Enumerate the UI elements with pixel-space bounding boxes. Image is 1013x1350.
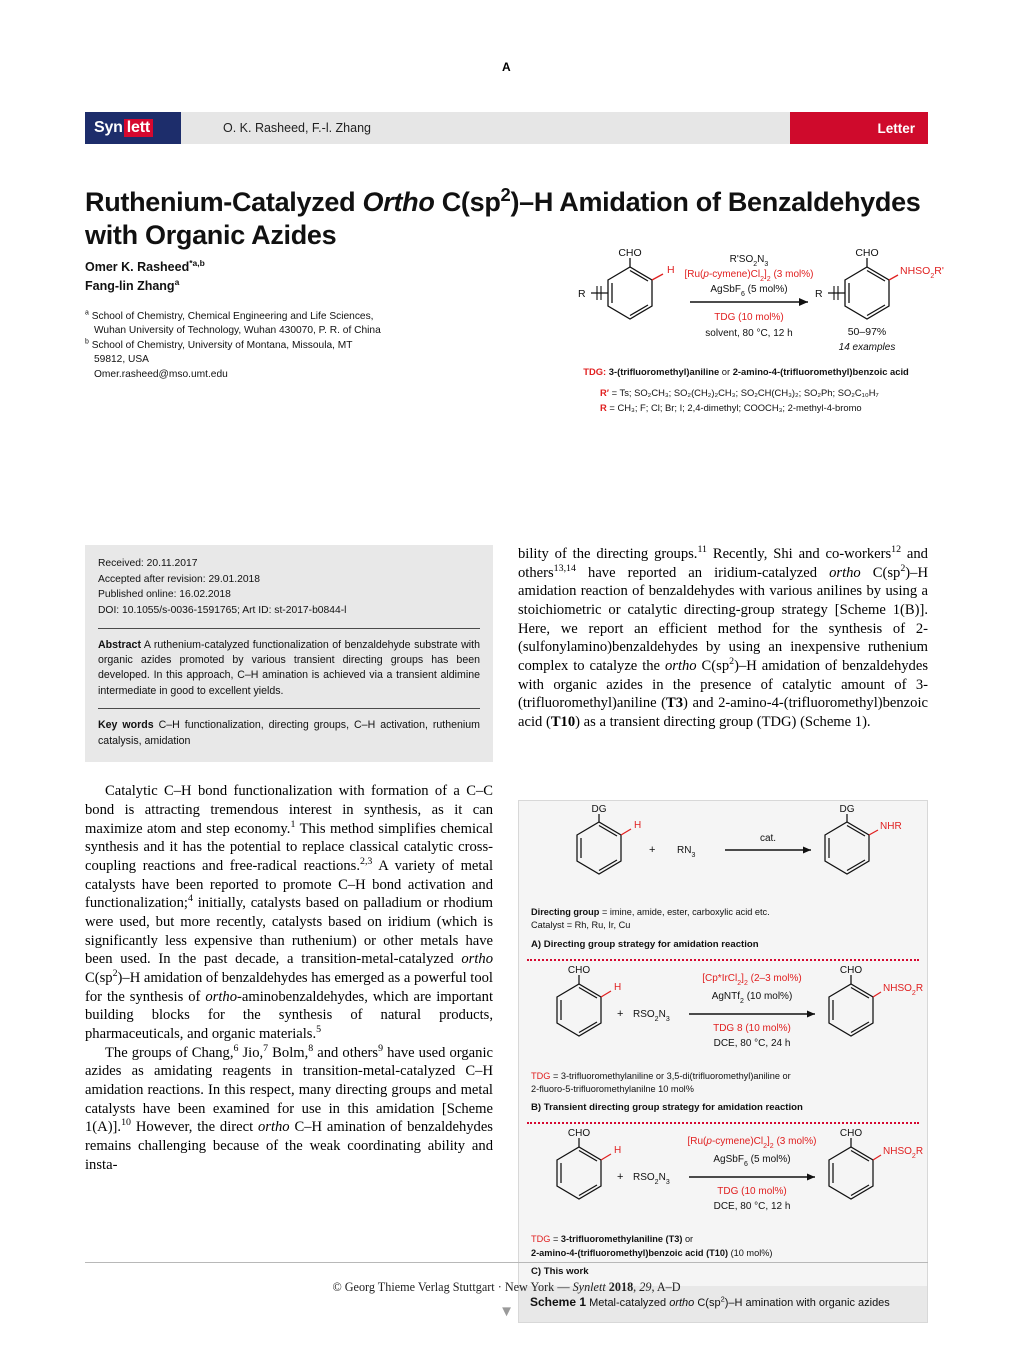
p2-italic-ortho: ortho	[257, 1119, 290, 1136]
scheme-b-note-2: 2-fluoro-5-trifluoromethylanilne 10 mol%	[531, 1084, 694, 1095]
p1-ref-1: 1	[290, 818, 296, 830]
scheme-c-nhso2r: $NHSO_2R$	[883, 1146, 924, 1160]
info-divider-2	[98, 708, 480, 709]
scheme-b-label: B) Transient directing group strategy for amidation reaction	[531, 1102, 803, 1114]
p2-b: Jio,	[238, 1044, 264, 1061]
p2-c: Bolm,	[268, 1044, 309, 1061]
scheme-b-cho-reactant: CHO	[567, 964, 591, 976]
abstract-text: A ruthenium-catalyzed functionalization of benzaldehyde substrate with organic azides promoted by various transient directing groups has been developed. In this approach, C–H amination is achieved via a transient aldimine intermediate in good to excellent yields.	[98, 638, 480, 697]
affiliation-a	[85, 310, 415, 324]
scheme-a-azide: $RN_3$	[677, 845, 696, 859]
graphical-abstract	[560, 247, 944, 430]
p3-a: bility of the directing groups.	[518, 546, 698, 562]
p1-italic-ortho-1: ortho	[461, 951, 493, 968]
keywords-text: C–H functionalization, directing groups, C–H activation, ruthenium catalysis, amidation	[98, 719, 480, 747]
ga-above-3: AgSbF$_6$ (5 mol%)	[710, 284, 788, 298]
article-dates	[98, 556, 480, 619]
page-footer	[0, 1280, 1013, 1295]
paragraph-2	[85, 1044, 493, 1175]
scheme-c-h: H	[614, 1145, 622, 1157]
affiliations	[85, 310, 415, 382]
scheme-b-h: H	[614, 981, 622, 993]
title-part-3: )–H Amidation of Benzaldehydes	[510, 187, 921, 218]
p3-c: and others	[518, 546, 928, 581]
scheme-caption-a: Metal-catalyzed	[586, 1297, 670, 1310]
title-line-2: with Organic Azides	[85, 220, 337, 251]
title-sup-2: 2	[500, 184, 511, 206]
affiliation-a-line2: Wuhan University of Technology, Wuhan 430070, P. R. of China	[94, 325, 381, 337]
scheme-c-azide: $RSO_2N_3$	[633, 1172, 670, 1186]
scheme-c-tdg-label: TDG	[531, 1234, 551, 1245]
ga-product-r: R	[815, 288, 823, 300]
author-1	[85, 258, 415, 277]
scheme-a-notes	[529, 904, 917, 935]
author-2-name: Fang-lin Zhang	[85, 278, 175, 293]
scheme-c-above-1: $[Ru(p-cymene)Cl_2]_2$ (3 mol%)	[687, 1136, 817, 1150]
left-body-text	[85, 782, 493, 1174]
scheme-a-note-bold: Directing group	[531, 907, 600, 917]
ga-examples: 14 examples	[838, 342, 896, 353]
p3-italic-ortho-1: ortho	[829, 564, 861, 581]
author-email[interactable]: Omer.rasheed@mso.umt.edu	[94, 368, 228, 380]
p3-f: )–H amidation reaction of benzaldehydes with various anilines by using a stoichiometric or catalytic directing-group strategy [Scheme 1(B)]. Here, we report an efficient method for the synthesis of 2-(sulfonylamino)benzaldehydes by using an inexpensive ruthenium complex to catalyze the	[518, 564, 928, 675]
keywords-label: Key words	[98, 719, 154, 732]
scheme-c-above-2: AgSbF$_6$ (5 mol%)	[713, 1154, 791, 1168]
footer-volume: 29	[639, 1280, 652, 1294]
ga-r-line	[560, 401, 932, 416]
scheme-c-label: C) This work	[531, 1266, 589, 1278]
title-ortho-italic: Ortho	[362, 187, 435, 218]
ga-tdg-or: or	[719, 366, 733, 377]
p1-a: Catalytic C–H bond functionalization with formation of a C–C bond is attracting tremendous interest in synthesis, as it can maximize atom and step economy.	[85, 783, 493, 837]
p1-c: A variety of metal catalysts have been reported to promote C–H bond activation and functionalization;	[85, 857, 493, 912]
paragraph-3	[518, 545, 928, 732]
p3-sup-sp2-1: 2	[900, 562, 906, 574]
scheme-b-plus: +	[617, 1007, 624, 1020]
ga-above-2: $[Ru(p-cymene)Cl_2]_2$ (3 mol%)	[684, 269, 814, 283]
p3-b: Recently, Shi and co-workers	[707, 546, 892, 562]
p2-f: However, the direct	[130, 1119, 258, 1136]
scheme-a-product-ring	[825, 822, 869, 874]
scheme-c-reactant-ring	[557, 1147, 601, 1199]
ga-rprime-value: = Ts; SO₂CH₃; SO₂(CH₂)₂CH₃; SO₂CH(CH₃)₂; SO₂Ph; SO₂C₁₀H₇	[609, 387, 879, 398]
scheme-b-product-ring	[829, 984, 873, 1036]
author-list	[85, 258, 415, 296]
p3-i: ) and 2-amino-4-(trifluoromethyl)benzoic acid (	[518, 695, 928, 731]
ga-r-label: R	[600, 401, 607, 413]
scheme-b-azide: $RSO_2N_3$	[633, 1008, 670, 1023]
affiliation-a-line1: School of Chemistry, Chemical Engineering and Life Sciences,	[91, 311, 374, 322]
affiliation-a-mark: a	[85, 309, 89, 317]
ga-product-group: $NHSO_2R'$	[900, 265, 944, 280]
graphical-abstract-scheme	[560, 247, 944, 365]
scheme-section-b	[519, 961, 927, 1123]
ga-yield: 50–97%	[847, 326, 887, 338]
info-divider-1	[98, 628, 480, 629]
ga-tdg-label: TDG:	[583, 366, 607, 377]
p1-ref-3: 4	[187, 893, 193, 905]
left-column	[85, 545, 493, 1174]
footer-divider	[85, 1262, 928, 1263]
scheme-c-note-2	[531, 1247, 917, 1260]
p2-a: The groups of Chang,	[105, 1044, 234, 1061]
p3-ref-12: 12	[891, 544, 902, 556]
title-part-2: C(sp	[434, 187, 501, 218]
scheme-b-nhso2r: $NHSO_2R$	[883, 982, 924, 997]
p3-ref-1314: 13,14	[553, 562, 576, 574]
p2-ref-9: 9	[378, 1042, 384, 1054]
scheme-a-note-1	[531, 906, 917, 919]
p1-ref-2: 2,3	[359, 856, 373, 868]
ga-r-value: = CH₃; F; Cl; Br; I; 2,4-dimethyl; COOCH₃; 2-methyl-4-bromo	[606, 401, 862, 413]
scheme-b-tdg-label: TDG	[531, 1070, 551, 1081]
scheme-b-reaction	[529, 964, 924, 1063]
scheme-c-note-eq: =	[550, 1234, 561, 1245]
p3-italic-ortho-2: ortho	[664, 658, 697, 675]
scheme-b-note-1	[531, 1070, 917, 1083]
scheme-caption-b: C(sp	[694, 1297, 721, 1310]
product-benzene-ring	[845, 267, 889, 319]
p2-ref-6: 6	[233, 1042, 239, 1054]
p1-ref-5: 5	[316, 1024, 322, 1036]
scheme-b-below-2: DCE, 80 °C, 24 h	[713, 1037, 791, 1049]
keywords	[98, 718, 480, 749]
right-body-text	[518, 545, 928, 732]
p2-g: C–H amination of benzaldehydes remains challenging because of the weak coordinating ability and insta-	[85, 1119, 493, 1173]
scheme-b-notes	[529, 1068, 917, 1099]
page-title	[85, 186, 930, 252]
right-column	[518, 545, 928, 732]
scheme-c-reaction	[529, 1128, 924, 1226]
scheme-b-reactant-ring	[557, 984, 601, 1036]
date-published: Published online: 16.02.2018	[98, 589, 231, 601]
ga-above-1: $R'SO_2N_3$	[729, 254, 769, 268]
scheme-section-a	[519, 801, 927, 959]
synlett-logo	[85, 112, 181, 144]
affiliation-b	[85, 339, 415, 353]
footer-triangle-icon: ▼	[499, 1304, 514, 1320]
reactant-benzene-ring	[608, 267, 652, 319]
p1-italic-ortho-2: ortho	[205, 988, 237, 1005]
footer-publisher: © Georg Thieme Verlag Stuttgart · New York —	[332, 1280, 573, 1294]
affiliation-b-mark: b	[85, 338, 89, 346]
affiliation-b-line1: School of Chemistry, University of Montana, Missoula, MT	[91, 339, 353, 351]
p3-h: )–H amidation of benzaldehydes with organic azides in the presence of catalytic amount of 3-(trifluoromethyl)aniline (	[518, 658, 929, 712]
abstract-label: Abstract	[98, 638, 141, 651]
abstract	[98, 638, 480, 700]
scheme-c-note-tail: (10 mol%)	[728, 1247, 773, 1258]
ga-below-1: TDG (10 mol%)	[714, 312, 784, 323]
scheme-c-below-1: TDG (10 mol%)	[717, 1186, 787, 1198]
scheme-c-plus: +	[617, 1171, 624, 1184]
ga-reactant-cho: CHO	[618, 247, 642, 259]
scheme-c-below-2: DCE, 80 °C, 12 h	[713, 1201, 791, 1213]
p3-bold-t10: T10	[550, 714, 576, 731]
p3-e: C(sp	[860, 564, 901, 581]
footer-year: 2018	[608, 1280, 634, 1294]
scheme-c-note-b2: 2-amino-4-(trifluoromethyl)benzoic acid (T10)	[531, 1247, 729, 1258]
logo-lett-text: lett	[124, 119, 153, 137]
footer-comma: ,	[633, 1280, 640, 1294]
scheme-b-above-1: $[Cp*IrCl_2]_2$ (2–3 mol%)	[702, 972, 802, 987]
p2-e: have used organic azides as amidating reagents in transition-metal-catalyzed C–H amidation reactions. In this respect, many directing groups and metal catalysts have been examined for use in this amidation [Scheme 1(A)].	[85, 1044, 493, 1136]
ga-below-2: solvent, 80 °C, 12 h	[705, 328, 793, 339]
scheme-a-plus: +	[649, 844, 656, 856]
running-head	[85, 112, 928, 144]
title-part-1: Ruthenium-Catalyzed	[85, 187, 363, 218]
author-1-marks: *a,b	[189, 257, 205, 268]
author-1-name: Omer K. Rasheed	[85, 260, 190, 274]
scheme-b-below-1: TDG 8 (10 mol%)	[713, 1022, 791, 1034]
ga-tdg-line	[560, 366, 932, 377]
doi-line[interactable]: DOI: 10.1055/s-0036-1591765; Art ID: st-2017-b0844-l	[98, 604, 347, 616]
scheme-b-above-2: AgNTf$_2$ (10 mol%)	[711, 990, 793, 1005]
page-marker: A	[502, 60, 511, 74]
ga-reactant-h: H	[667, 264, 675, 276]
scheme-c-product-ring	[829, 1147, 873, 1199]
scheme-c-note-1	[531, 1233, 917, 1246]
article-info-box	[85, 545, 493, 762]
p2-ref-8: 8	[308, 1042, 314, 1054]
p2-ref-7: 7	[263, 1042, 269, 1054]
p3-j: ) as a transient directing group (TDG) (Scheme 1).	[575, 714, 871, 731]
scheme-caption-italic: ortho	[669, 1297, 695, 1310]
p2-d: and others	[313, 1044, 379, 1061]
scheme-a-nhr: NHR	[880, 821, 902, 832]
graphical-abstract-notes	[560, 366, 932, 415]
scheme-a-cat: cat.	[759, 833, 777, 844]
p3-ref-11: 11	[697, 544, 707, 556]
scheme-1-figure	[518, 800, 928, 1323]
scheme-a-dg-reactant: DG	[591, 804, 607, 815]
ga-reactant-r: R	[578, 288, 586, 300]
scheme-c-notes	[529, 1231, 917, 1262]
date-received: Received: 20.11.2017	[98, 558, 198, 569]
author-2	[85, 277, 415, 296]
author-2-marks: a	[174, 276, 180, 287]
p1-b: This method simplifies chemical synthesis and it has the potential to replace classical catalytic cross-coupling reactions and free-radical reactions.	[85, 820, 494, 874]
paragraph-1	[85, 782, 493, 1043]
footer-journal: Synlett	[572, 1280, 606, 1294]
scheme-a-label: A) Directing group strategy for amidation reaction	[531, 938, 759, 950]
p1-g: -aminobenzaldehydes, which are important building blocks for the synthesis of natural products, pharmaceuticals, and organic materials.	[85, 988, 493, 1043]
affiliation-b-line2: 59812, USA	[94, 354, 149, 366]
p3-sup-sp2-2: 2	[729, 656, 735, 668]
scheme-a-dg-product: DG	[839, 804, 855, 815]
p3-d: have reported an iridium-catalyzed	[575, 564, 830, 581]
article-type-badge: Letter	[790, 112, 928, 144]
p1-d: initially, catalysts based on palladium or rhodium were used, but more recently, catalysts based on iridium (which is significantly less expensive than ruthenium) or other metals have been used. In the past decade, a transition-metal-catalyzed	[85, 895, 493, 968]
logo-syn-text: Syn	[94, 119, 123, 136]
scheme-a-note-rest: = imine, amide, ester, carboxylic acid etc.	[599, 907, 770, 917]
p3-g: C(sp	[696, 658, 730, 675]
scheme-a-note-2: Catalyst = Rh, Ru, Ir, Cu	[531, 920, 631, 931]
scheme-a-h: H	[634, 820, 642, 831]
p2-ref-10: 10	[121, 1117, 131, 1129]
p1-f: )–H amidation of benzaldehydes has emerged as a powerful tool for the synthesis of	[85, 970, 493, 1005]
p1-sup-sp2: 2	[112, 968, 118, 980]
scheme-caption-sup: 2	[720, 1294, 725, 1304]
ga-rprime-line	[560, 386, 932, 401]
ga-tdg-a: 3-(trifluoromethyl)aniline	[608, 366, 720, 377]
scheme-caption-c: )–H amination with organic azides	[724, 1297, 890, 1310]
scheme-b-cho-product: CHO	[839, 964, 863, 976]
scheme-a-reactant-ring	[577, 822, 621, 874]
scheme-caption-label: Scheme 1	[530, 1295, 587, 1310]
ga-tdg-b: 2-amino-4-(trifluoromethyl)benzoic acid	[732, 366, 909, 377]
scheme-b-note-line1: = 3-trifluoromethylaniline or 3,5-di(trifluoromethyl)aniline or	[550, 1070, 791, 1081]
p1-e: C(sp	[85, 970, 113, 986]
ga-rprime-label: R′	[600, 387, 610, 398]
date-accepted: Accepted after revision: 29.01.2018	[98, 573, 260, 585]
scheme-a-reaction	[529, 804, 917, 899]
p3-bold-t3: T3	[666, 695, 684, 712]
scheme-c-note-b1: 3-trifluoromethylaniline (T3)	[560, 1234, 683, 1245]
scheme-c-cho-reactant: CHO	[567, 1128, 591, 1140]
scheme-c-note-or: or	[682, 1234, 694, 1245]
running-head-authors: O. K. Rasheed, F.-l. Zhang	[181, 112, 790, 144]
ga-product-cho: CHO	[855, 247, 879, 259]
footer-pages: , A–D	[651, 1280, 681, 1294]
scheme-c-cho-product: CHO	[839, 1128, 863, 1140]
